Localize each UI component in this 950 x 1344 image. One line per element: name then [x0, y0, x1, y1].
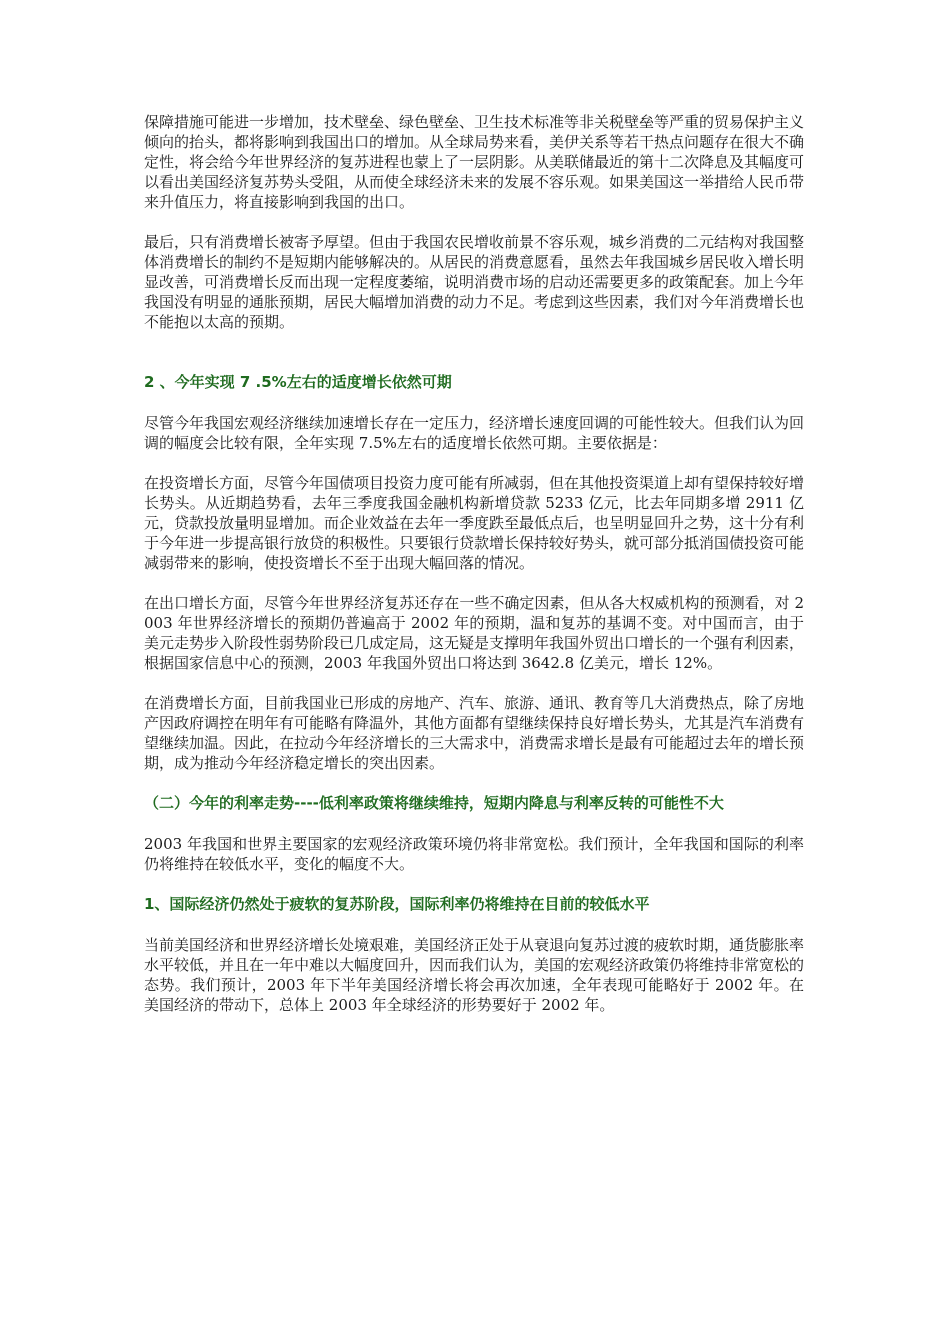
paragraph-us-economy: 当前美国经济和世界经济增长处境艰难，美国经济正处于从衰退向复苏过渡的疲软时期，通货膨胀率水平较低，并且在一年中难以大幅度回升，因而我们认为，美国的宏观经济政策仍将维持非常宽松的态势。我们预计，2003 年下半年美国经济增长将会再次加速，全年表现可能略好于 2002 年。在美国经济的带动下，总体上 2003 年全球经济的形势要好于 2002 年。 — [144, 936, 805, 1014]
paragraph-trade-barriers: 保障措施可能进一步增加，技术壁垒、绿色壁垒、卫生技术标准等非关税壁垒等严重的贸易保护主义倾向的抬头，都将影响到我国出口的增加。从全球局势来看，美伊关系等若干热点问题存在很大不确定性，将会给今年世界经济的复苏进程也蒙上了一层阴影。从美联储最近的第十二次降息及其幅度可以看出美国经济复苏势头受阻，从而使全球经济未来的发展不容乐观。如果美国这一举措给人民币带来升值压力，将直接影响到我国的出口。 — [144, 113, 805, 211]
heading-growth-target: 2 、今年实现 7 .5%左右的适度增长依然可期 — [144, 373, 452, 391]
heading-international-economy: 1、国际经济仍然处于疲软的复苏阶段，国际利率仍将维持在目前的较低水平 — [144, 895, 650, 913]
paragraph-consumption-outlook: 最后，只有消费增长被寄予厚望。但由于我国农民增收前景不容乐观，城乡消费的二元结构对我国整体消费增长的制约不是短期内能够解决的。从居民的消费意愿看，虽然去年我国城乡居民收入增长明显改善，可消费增长反而出现一定程度萎缩，说明消费市场的启动还需要更多的政策配套。加上今年我国没有明显的通胀预期，居民大幅增加消费的动力不足。考虑到这些因素，我们对今年消费增长也不能抱以太高的预期。 — [144, 233, 805, 331]
paragraph-investment-growth: 在投资增长方面，尽管今年国债项目投资力度可能有所减弱，但在其他投资渠道上却有望保持较好增长势头。从近期趋势看，去年三季度我国金融机构新增贷款 5233 亿元，比去年同期多增 2911 亿元，贷款投放量明显增加。而企业效益在去年一季度跌至最低点后，也呈明显回升之势，这十分有利于今年进一步提高银行放贷的积极性。只要银行贷款增长保持较好势头，就可部分抵消国债投资可能减弱带来的影响，使投资增长不至于出现大幅回落的情况。 — [144, 474, 805, 572]
paragraph-export-growth: 在出口增长方面，尽管今年世界经济复苏还存在一些不确定因素，但从各大权威机构的预测看，对 2003 年世界经济增长的预期仍普遍高于 2002 年的预期，温和复苏的基调不变。对中国而言，由于美元走势步入阶段性弱势阶段已几成定局，这无疑是支撑明年我国外贸出口增长的一个强有利因素，根据国家信息中心的预测，2003 年我国外贸出口将达到 3642.8 亿美元，增长 12%。 — [144, 594, 805, 672]
paragraph-policy-environment: 2003 年我国和世界主要国家的宏观经济政策环境仍将非常宽松。我们预计，全年我国和国际的利率仍将维持在较低水平，变化的幅度不大。 — [144, 835, 804, 873]
heading-interest-rate-trend: （二）今年的利率走势----低利率政策将继续维持，短期内降息与利率反转的可能性不大 — [144, 794, 724, 812]
paragraph-growth-intro: 尽管今年我国宏观经济继续加速增长存在一定压力，经济增长速度回调的可能性较大。但我们认为回调的幅度会比较有限，全年实现 7.5%左右的适度增长依然可期。主要依据是： — [144, 414, 805, 452]
paragraph-consumption-growth: 在消费增长方面，目前我国业已形成的房地产、汽车、旅游、通讯、教育等几大消费热点，除了房地产因政府调控在明年有可能略有降温外，其他方面都有望继续保持良好增长势头，尤其是汽车消费有望继续加温。因此，在拉动今年经济增长的三大需求中，消费需求增长是最有可能超过去年的增长预期，成为推动今年经济稳定增长的突出因素。 — [144, 694, 805, 772]
document-page — [144, 112, 804, 1035]
